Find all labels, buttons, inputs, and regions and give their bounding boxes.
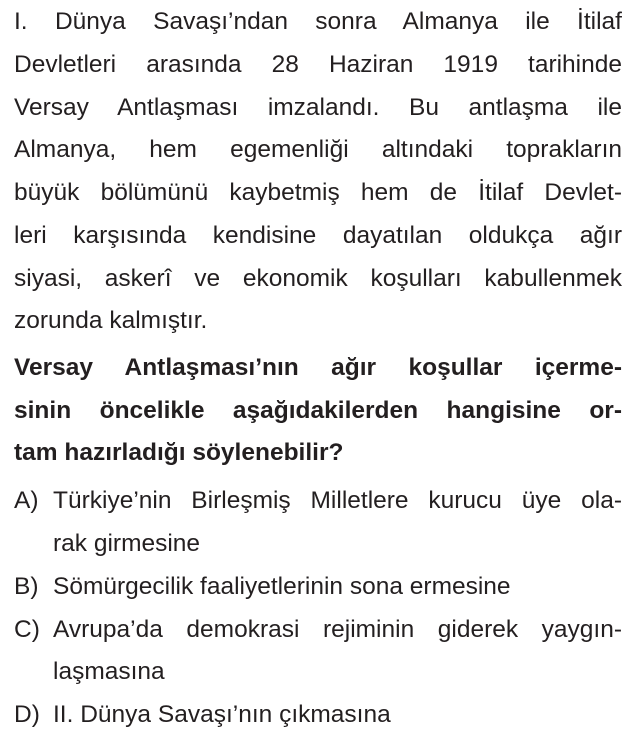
passage-line: leri karşısında kendisine dayatılan oldukça ağır (14, 222, 622, 249)
question-line: tam hazırladığı söylenebilir? (14, 439, 344, 466)
option-letter: A) (14, 487, 39, 514)
option-text: Avrupa’da demokrasi rejiminin giderek yaygın- (53, 616, 622, 643)
option-text: laşmasına (53, 658, 165, 685)
passage-line: Devletleri arasında 28 Haziran 1919 tarihinde (14, 51, 622, 78)
option-text: Türkiye’nin Birleşmiş Milletlere kurucu üye ola- (53, 487, 622, 514)
passage-line: zorunda kalmıştır. (14, 307, 208, 334)
passage-line: Versay Antlaşması imzalandı. Bu antlaşma ile (14, 94, 622, 121)
option-letter: D) (14, 701, 40, 728)
question-line: sinin öncelikle aşağıdakilerden hangisine or- (14, 397, 622, 424)
option-text: II. Dünya Savaşı’nın çıkmasına (53, 701, 391, 728)
passage-line: Almanya, hem egemenliği altındaki toprakların (14, 136, 622, 163)
passage-line: büyük bölümünü kaybetmiş hem de İtilaf Devlet- (14, 179, 622, 206)
option-letter: C) (14, 616, 40, 643)
passage-line: I. Dünya Savaşı’ndan sonra Almanya ile İtilaf (14, 8, 622, 35)
passage-line: siyasi, askerî ve ekonomik koşulları kabullenmek (14, 265, 622, 292)
option-text: rak girmesine (53, 530, 201, 557)
option-letter: B) (14, 573, 39, 600)
question-line: Versay Antlaşması’nın ağır koşullar içerme- (14, 354, 622, 381)
option-text: Sömürgecilik faaliyetlerinin sona ermesine (53, 573, 511, 600)
